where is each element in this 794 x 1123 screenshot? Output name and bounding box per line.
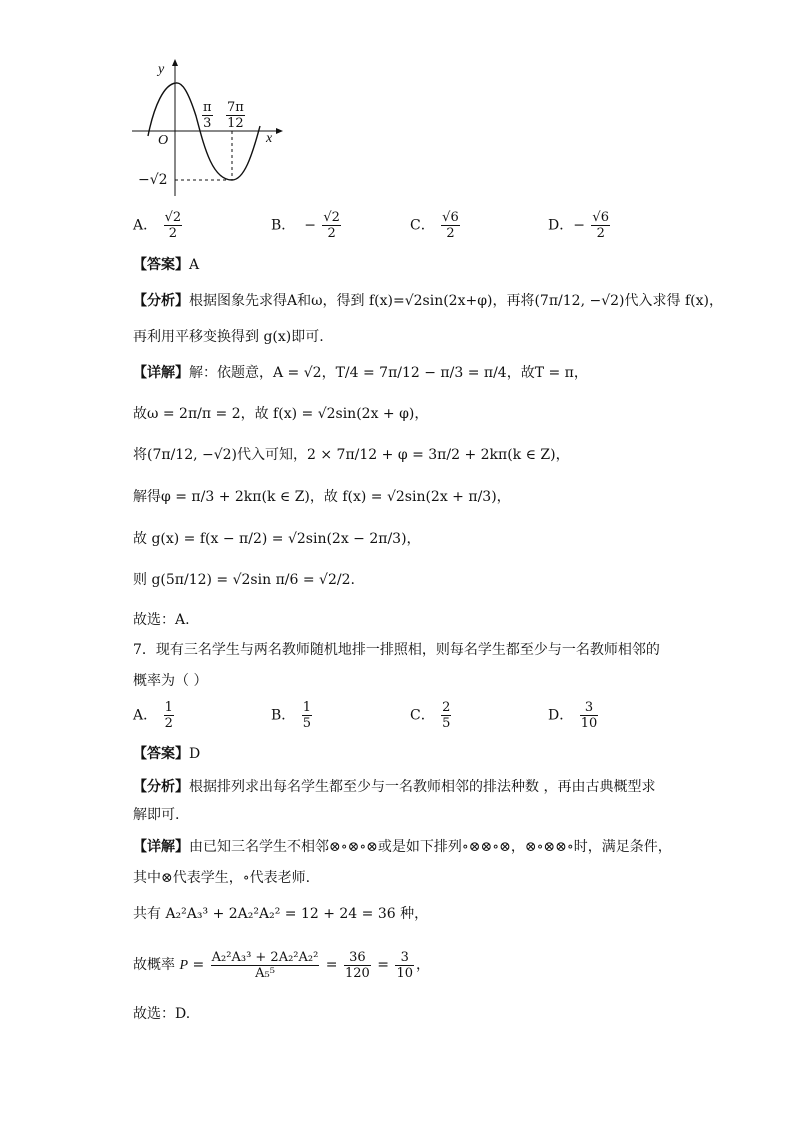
q6-detail-line3: 将(7π/12, −√2)代入可知，2 × 7π/12 + φ = 3π/2 + 2kπ(k ∈ Z)，: [133, 447, 570, 463]
tick-7pi-over-12: $\frac{7\pi}{12}$: [227, 100, 244, 131]
q7-detail-line1: 【详解】由已知三名学生不相邻⊗∘⊗∘⊗或是如下排列∘⊗⊗∘⊗，⊗∘⊗⊗∘时，满足条件，: [133, 839, 672, 855]
q7-conclusion: 故选：D.: [133, 1006, 191, 1022]
q7-option-a[interactable]: A． $\frac{1}{2}$: [133, 700, 173, 731]
q6-detail-line6: 则 g(5π/12) = √2sin π/6 = √2/2.: [133, 572, 355, 588]
q7-stem-line2: 概率为（ ）: [133, 673, 208, 689]
q7-answer: 【答案】D: [133, 746, 201, 762]
y-axis-label: y: [158, 62, 165, 77]
q6-option-c[interactable]: C． $\frac{√6}{2}$: [410, 210, 459, 241]
q6-detail-line1: 【详解】解：依题意，A = √2，T/4 = 7π/12 − π/3 = π/4，故T = π，: [133, 365, 588, 381]
q6-analysis-line2: 再利用平移变换得到 g(x)即可.: [133, 329, 324, 345]
q6-option-d[interactable]: D．− $\frac{√6}{2}$: [548, 210, 609, 241]
q7-analysis-line1: 【分析】根据排列求出每名学生都至少与一名教师相邻的排法种数 ，再由古典概型求: [133, 779, 656, 795]
q6-detail-line4: 解得φ = π/3 + 2kπ(k ∈ Z)，故 f(x) = √2sin(2x + π/3)，: [133, 489, 511, 505]
q7-probability-line: 故概率 P = $\frac{\text{A₂²A₃³ + 2A₂²A₂²}}{\text{A₅⁵}}$ = $\frac{36}{120}$ = $\frac{3}{10}$ ，: [133, 949, 430, 981]
x-axis-arrow: [276, 128, 283, 134]
q6-detail-line2: 故ω = 2π/π = 2，故 f(x) = √2sin(2x + φ)，: [133, 406, 429, 422]
q6-option-a[interactable]: A． $\frac{√2}{2}$: [133, 210, 182, 241]
q6-conclusion: 故选：A.: [133, 612, 190, 628]
x-axis-label: x: [266, 131, 273, 146]
q7-stem-line1: 7．现有三名学生与两名教师随机地排一排照相，则每名学生都至少与一名教师相邻的: [133, 642, 660, 658]
q6-detail-line5: 故 g(x) = f(x − π/2) = √2sin(2x − 2π/3)，: [133, 531, 421, 547]
q6-analysis-line1: 【分析】根据图象先求得A和ω，得到 f(x)=√2sin(2x+φ)，再将(7π/12, −√2)代入求得 f(x)，: [133, 293, 723, 309]
q7-count-line: 共有 A₂²A₃³ + 2A₂²A₂² = 12 + 24 = 36 种，: [133, 906, 429, 922]
min-value-label: −√2: [138, 172, 168, 188]
q6-option-b[interactable]: B． − $\frac{√2}{2}$: [271, 210, 340, 241]
q7-detail-line2: 其中⊗代表学生，∘代表老师.: [133, 870, 311, 886]
tick-pi-over-3: $\frac{\pi}{3}$: [203, 100, 212, 131]
y-axis-arrow: [172, 59, 178, 66]
q7-option-b[interactable]: B． $\frac{1}{5}$: [271, 700, 312, 731]
q7-analysis-line2: 解即可.: [133, 807, 180, 823]
q7-option-d[interactable]: D． $\frac{3}{10}$: [548, 700, 598, 731]
q7-option-c[interactable]: C． $\frac{2}{5}$: [410, 700, 451, 731]
q6-answer: 【答案】A: [133, 257, 200, 273]
origin-label: O: [158, 133, 169, 148]
